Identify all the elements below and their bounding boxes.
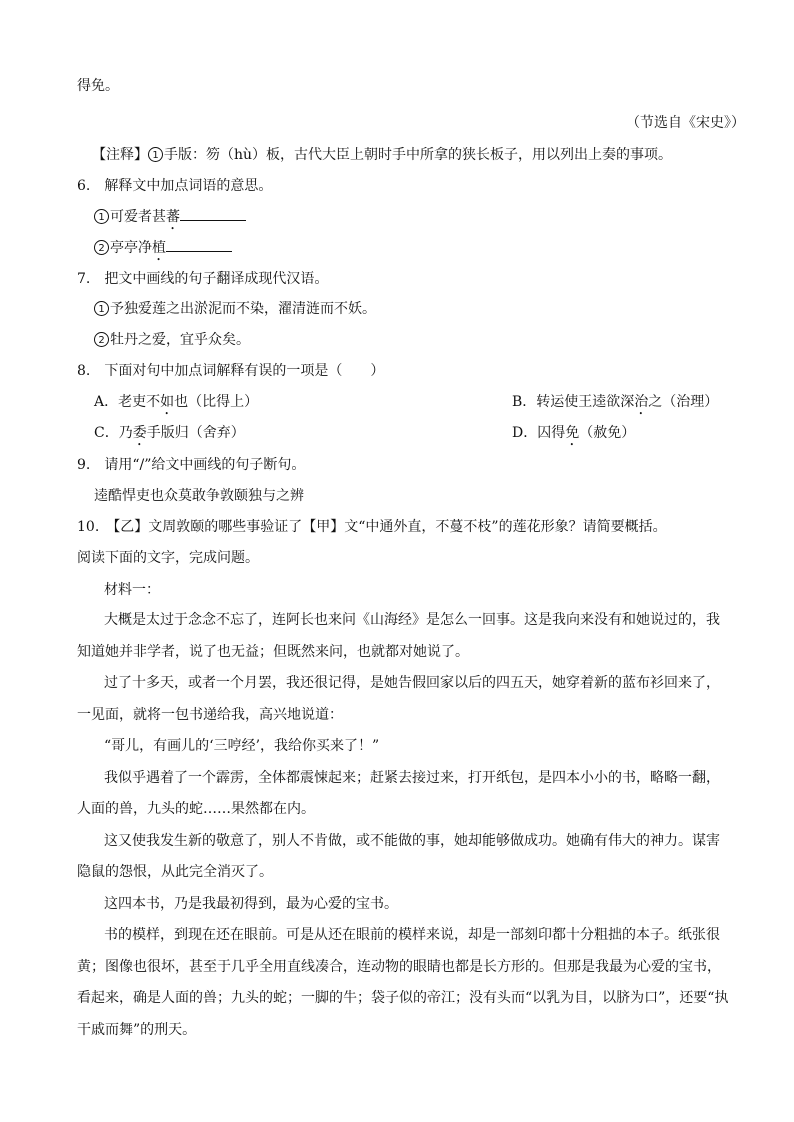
option-b[interactable]: B．转运使王逵欲深治之（治理） bbox=[512, 394, 719, 410]
question-8-options-row-2 bbox=[94, 423, 794, 449]
paragraph-line: 我似乎遇着了一个霹雳，全体都震悚起来；赶紧去接过来，打开纸包，是四本小小的书，略略一翻， bbox=[104, 770, 720, 786]
annotation-note bbox=[92, 145, 672, 165]
circled-number: 2 bbox=[94, 240, 109, 255]
item-text: 予独爱莲之出淤泥而不染，濯清涟而不妖。 bbox=[110, 301, 376, 317]
item-text: 亭亭净 bbox=[110, 240, 152, 256]
paragraph-line: 大概是太过于念念不忘了，连阿长也来问《山海经》是怎么一回事。这是我向来没有和她说过的，我 bbox=[104, 612, 720, 628]
paragraph-line: 干戚而舞”的刑天。 bbox=[77, 1022, 197, 1038]
material-heading: 材料一： bbox=[104, 582, 160, 598]
option-d[interactable]: D．囚得免（赦免） bbox=[512, 425, 636, 441]
question-6: 6. 解释文中加点词语的意思。 bbox=[77, 178, 273, 194]
paragraph-line: “哥儿，有画儿的‘三哼经’，我给你买来了！” bbox=[104, 738, 380, 754]
paragraph-line: 书的模样，到现在还在眼前。可是从还在眼前的模样来说，却是一部刻印都十分粗拙的本子。纸张很 bbox=[104, 927, 720, 943]
paragraph-line: 一见面，就将一包书递给我，高兴地说道： bbox=[77, 707, 343, 723]
dotted-word: 植 bbox=[152, 240, 166, 256]
question-8-options-row-1 bbox=[94, 392, 794, 418]
question-10: 10. 【乙】文周敦颐的哪些事验证了【甲】文“中通外直，不蔓不枝”的莲花形象？请简要概括。 bbox=[77, 519, 667, 535]
circled-number: 1 bbox=[94, 301, 109, 316]
note-label: 【注释】 bbox=[92, 147, 148, 163]
question-6-item-1 bbox=[94, 206, 246, 233]
option-c[interactable]: C．乃委手版归（舍弃） bbox=[94, 425, 245, 441]
paragraph-line: 这四本书，乃是我最初得到，最为心爱的宝书。 bbox=[104, 896, 398, 912]
option-a[interactable]: A．老吏不如也（比得上） bbox=[94, 394, 259, 410]
item-text: 可爱者甚 bbox=[110, 209, 166, 225]
answer-blank[interactable] bbox=[166, 237, 232, 252]
question-9-sentence: 逵酷悍吏也众莫敢争敦颐独与之辨 bbox=[94, 488, 304, 504]
reading-instruction: 阅读下面的文字，完成问题。 bbox=[77, 550, 259, 566]
question-9: 9. 请用“/”给文中画线的句子断句。 bbox=[77, 457, 306, 473]
paragraph-line: 这又使我发生新的敬意了，别人不肯做，或不能做的事，她却能够做成功。她确有伟大的神力。谋害 bbox=[104, 833, 720, 849]
circled-number: 1 bbox=[94, 209, 109, 224]
paragraph-line: 黄；图像也很坏，甚至于几乎全用直线凑合，连动物的眼睛也都是长方形的。但那是我最为心爱的宝书， bbox=[77, 959, 721, 975]
item-text: 牡丹之爱，宜乎众矣。 bbox=[110, 332, 250, 348]
note-text: 手版：笏（hù）板，古代大臣上朝时手中所拿的狭长板子，用以列出上奏的事项。 bbox=[164, 147, 673, 163]
question-8: 8. 下面对句中加点词解释有误的一项是（ ） bbox=[77, 363, 385, 379]
paragraph-line: 看起来，确是人面的兽；九头的蛇；一脚的牛；袋子似的帝江；没有头而“以乳为目，以脐为口”，还要“执 bbox=[77, 990, 729, 1006]
paragraph-line: 人面的兽，九头的蛇……果然都在内。 bbox=[77, 801, 315, 817]
question-7-item-1 bbox=[94, 299, 376, 319]
paragraph-line: 隐鼠的怨恨，从此完全消灭了。 bbox=[77, 864, 273, 880]
text-line: 得免。 bbox=[77, 78, 119, 94]
dotted-word: 蕃 bbox=[166, 209, 180, 225]
paragraph-line: 过了十多天，或者一个月罢，我还很记得，是她告假回家以后的四五天，她穿着新的蓝布衫回来了， bbox=[104, 675, 720, 691]
question-7-item-2 bbox=[94, 330, 250, 350]
answer-blank[interactable] bbox=[180, 206, 246, 221]
question-6-item-2 bbox=[94, 237, 232, 264]
question-7: 7. 把文中画线的句子翻译成现代汉语。 bbox=[77, 271, 329, 287]
paragraph-line: 知道她并非学者，说了也无益；但既然来问，也就都对她说了。 bbox=[77, 644, 469, 660]
source-citation: （节选自《宋史》） bbox=[626, 115, 745, 131]
circled-number: 2 bbox=[94, 332, 109, 347]
circled-number: 1 bbox=[148, 147, 163, 162]
